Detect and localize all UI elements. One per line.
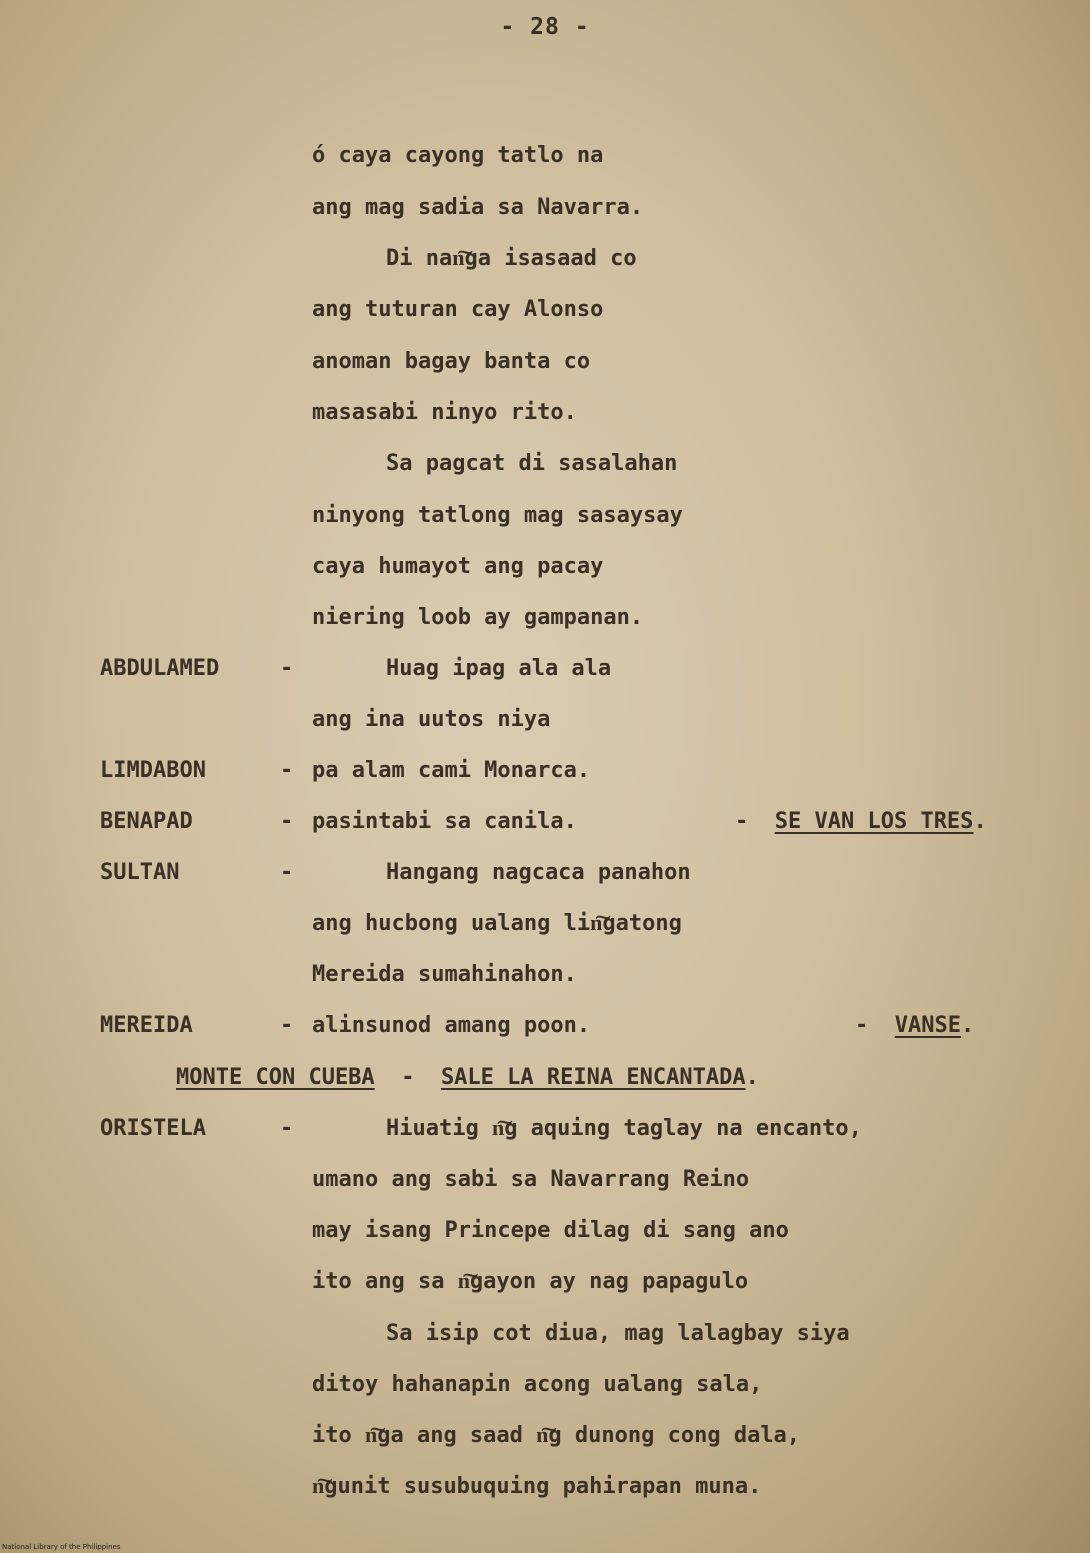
speaker-dash: - xyxy=(280,1013,294,1038)
speaker-dash: - xyxy=(280,809,294,834)
verse-line: ang mag sadia sa Navarra. xyxy=(312,195,644,220)
verse-line: umano ang sabi sa Navarrang Reino xyxy=(312,1167,750,1192)
verse-line: n͠gunit susubuquing pahirapan muna. xyxy=(312,1474,762,1499)
library-footer: National Library of the Philippines xyxy=(2,1543,121,1551)
speaker-sultan: SULTAN xyxy=(100,860,180,885)
verse-line: ito ang sa n͠gayon ay nag papagulo xyxy=(312,1269,749,1294)
stage-direction-scene: MONTE CON CUEBA - SALE LA REINA ENCANTADA. xyxy=(176,1065,759,1090)
direction-dash: - xyxy=(855,1013,869,1038)
verse-line: ditoy hahanapin acong ualang sala, xyxy=(312,1372,763,1397)
speaker-dash: - xyxy=(280,656,294,681)
verse-line: pa alam cami Monarca. xyxy=(312,758,591,783)
direction-dash: - xyxy=(401,1065,415,1090)
verse-line: Di nan͠ga isasaad co xyxy=(386,246,637,271)
verse-line: ó caya cayong tatlo na xyxy=(312,143,604,168)
verse-line: may isang Princepe dilag di sang ano xyxy=(312,1218,789,1243)
stage-direction-vanse: - VANSE. xyxy=(855,1013,975,1038)
verse-line: Hangang nagcaca panahon xyxy=(386,860,691,885)
monte-con-cueba: MONTE CON CUEBA xyxy=(176,1065,375,1090)
verse-line: ang tuturan cay Alonso xyxy=(312,297,604,322)
speaker-limdabon: LIMDABON xyxy=(100,758,206,783)
speaker-dash: - xyxy=(280,860,294,885)
verse-line: Hiuatig n͠g aquing taglay na encanto, xyxy=(386,1116,862,1141)
sale-la-reina: SALE LA REINA ENCANTADA xyxy=(440,1065,746,1090)
verse-line: ito n͠ga ang saad n͠g dunong cong dala, xyxy=(312,1423,801,1448)
verse-line: ninyong tatlong mag sasaysay xyxy=(312,503,683,528)
verse-line: niering loob ay gampanan. xyxy=(312,605,644,630)
verse-line: masasabi ninyo rito. xyxy=(312,400,577,425)
verse-line: caya humayot ang pacay xyxy=(312,554,604,579)
page-number: - 28 - xyxy=(500,14,590,40)
direction-dash: - xyxy=(735,809,749,834)
verse-line: ang ina uutos niya xyxy=(312,707,551,732)
speaker-dash: - xyxy=(280,758,294,783)
speaker-benapad: BENAPAD xyxy=(100,809,193,834)
verse-line: anoman bagay banta co xyxy=(312,349,591,374)
verse-line: Sa pagcat di sasalahan xyxy=(386,451,678,476)
vanse: VANSE xyxy=(894,1013,961,1038)
verse-line: ang hucbong ualang lin͠gatong xyxy=(312,911,682,936)
verse-line: pasintabi sa canila. xyxy=(312,809,577,834)
stage-direction-exit: - SE VAN LOS TRES. xyxy=(735,809,987,834)
verse-line: Sa isip cot diua, mag lalagbay siya xyxy=(386,1321,850,1346)
verse-line: Huag ipag ala ala xyxy=(386,656,612,681)
se-van-los-tres: SE VAN LOS TRES xyxy=(774,809,974,834)
speaker-oristela: ORISTELA xyxy=(100,1116,206,1141)
speaker-abdulamed: ABDULAMED xyxy=(100,656,220,681)
speaker-mereida: MEREIDA xyxy=(100,1013,193,1038)
verse-line: alinsunod amang poon. xyxy=(312,1013,591,1038)
speaker-dash: - xyxy=(280,1116,294,1141)
verse-line: Mereida sumahinahon. xyxy=(312,962,577,987)
